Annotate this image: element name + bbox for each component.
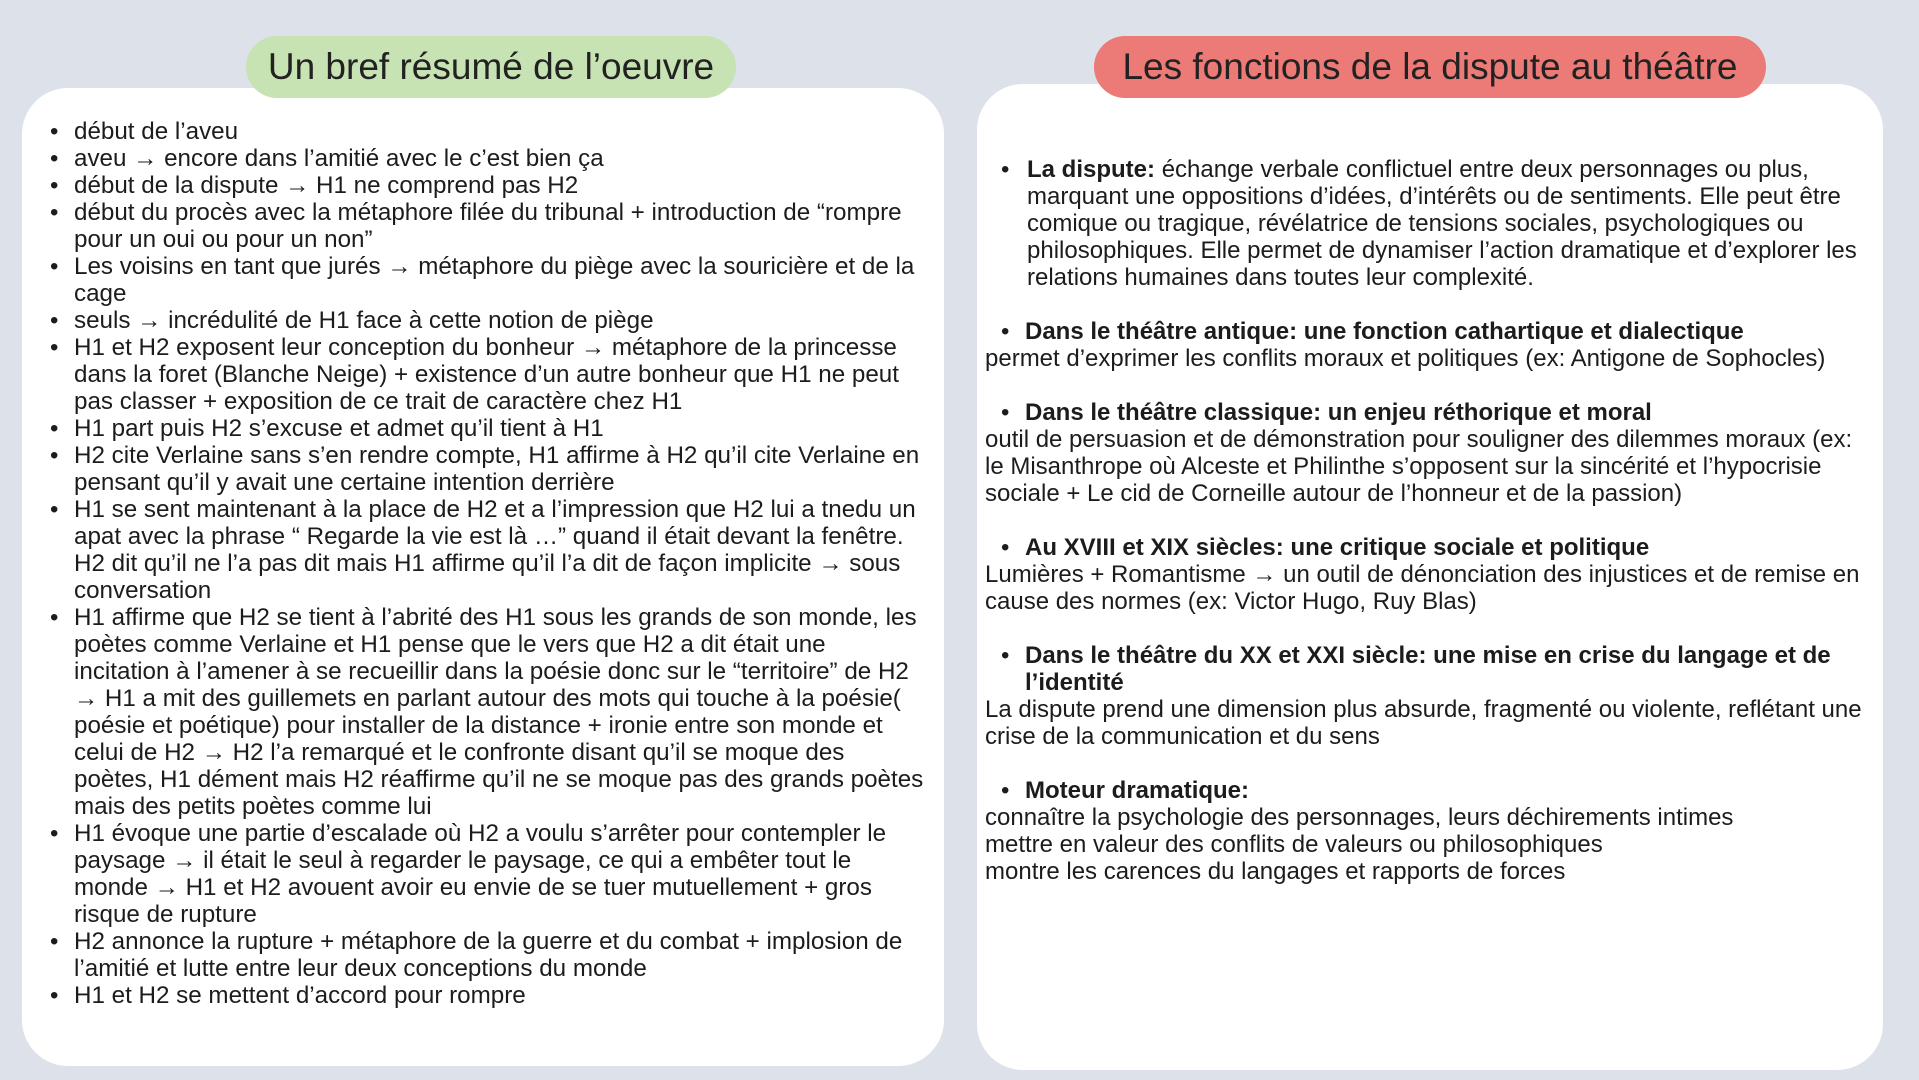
list-item: • H1 part puis H2 s’excuse et admet qu’il tient à H1 bbox=[74, 415, 924, 442]
dispute-functions-panel bbox=[977, 84, 1883, 1070]
list-item: • H1 évoque une partie d’escalade où H2 a voulu s’arrêter pour contempler le paysage → il était le seul à regarder le paysage, ce qui a embêter tout le monde → H1 et H2 avouent avoir eu envie de se tuer mutuellement + gros risque de rupture bbox=[74, 820, 924, 928]
section-body bbox=[985, 804, 1863, 885]
definition-term: La dispute: bbox=[1027, 156, 1156, 183]
dispute-functions-title: Les fonctions de la dispute au théâtre bbox=[1094, 36, 1766, 98]
section-classique bbox=[985, 399, 1863, 507]
section-antique bbox=[985, 318, 1863, 372]
section-moteur bbox=[985, 777, 1863, 885]
list-item: • début du procès avec la métaphore filée du tribunal + introduction de “rompre pour un oui ou pour un non” bbox=[74, 199, 924, 253]
section-xx-xxi bbox=[985, 642, 1863, 750]
section-body bbox=[985, 345, 1863, 372]
section-line: connaître la psychologie des personnages, leurs déchirements intimes bbox=[985, 804, 1734, 831]
section-line: outil de persuasion et de démonstration pour souligner des dilemmes moraux (ex: le Misanthrope où Alceste et Philinthe s’opposent sur la sincérité et l’hypocrisie sociale + Le cid de Corneille autour de l’honneur et de la passion) bbox=[985, 426, 1853, 507]
list-item: • aveu → encore dans l’amitié avec le c’est bien ça bbox=[74, 145, 924, 172]
section-line: montre les carences du langages et rapports de forces bbox=[985, 858, 1566, 885]
section-body bbox=[985, 696, 1863, 750]
section-body bbox=[985, 561, 1863, 615]
list-item: • Les voisins en tant que jurés → métaphore du piège avec la souricière et de la cage bbox=[74, 253, 924, 307]
summary-panel bbox=[22, 88, 944, 1066]
list-item: • H1 affirme que H2 se tient à l’abrité des H1 sous les grands de son monde, les poètes comme Verlaine et H1 pense que le vers que H2 a dit était une incitation à l’amener à se recueillir dans la poésie donc sur le “territoire” de H2 → H1 a mit des guillemets en parlant autour des mots qui touche à la poésie( poésie et poétique) pour installer de la distance + ironie entre son monde et celui de H2 → H2 l’a remarqué et le confronte disant qu’il se moque des poètes, H1 dément mais H2 réaffirme qu’il ne se moque pas des grands poètes mais des petits poètes comme lui bbox=[74, 604, 924, 820]
summary-title: Un bref résumé de l’oeuvre bbox=[246, 36, 736, 98]
section-heading: • Dans le théâtre classique: un enjeu réthorique et moral bbox=[985, 399, 1863, 426]
section-heading: • Au XVIII et XIX siècles: une critique sociale et politique bbox=[985, 534, 1863, 561]
section-xviii-xix bbox=[985, 534, 1863, 615]
section-line: permet d’exprimer les conflits moraux et politiques (ex: Antigone de Sophocles) bbox=[985, 345, 1826, 372]
section-body bbox=[985, 426, 1863, 507]
list-item: • H1 se sent maintenant à la place de H2 et a l’impression que H2 lui a tnedu un apat avec la phrase “ Regarde la vie est là …” quand il était devant la fenêtre. H2 dit qu’il ne l’a pas dit mais H1 affirme qu’il l’a dit de façon implicite → sous conversation bbox=[74, 496, 924, 604]
section-line: mettre en valeur des conflits de valeurs ou philosophiques bbox=[985, 831, 1603, 858]
definition-block bbox=[985, 156, 1863, 291]
list-item: • début de la dispute → H1 ne comprend pas H2 bbox=[74, 172, 924, 199]
section-heading: • Dans le théâtre antique: une fonction cathartique et dialectique bbox=[985, 318, 1863, 345]
list-item: • H1 et H2 se mettent d’accord pour rompre bbox=[74, 982, 924, 1009]
section-heading: • Dans le théâtre du XX et XXI siècle: une mise en crise du langage et de l’identité bbox=[985, 642, 1863, 696]
list-item: • H1 et H2 exposent leur conception du bonheur → métaphore de la princesse dans la foret (Blanche Neige) + existence d’un autre bonheur que H1 ne peut pas classer + exposition de ce trait de caractère chez H1 bbox=[74, 334, 924, 415]
summary-list bbox=[50, 118, 924, 1009]
list-item: • début de l’aveu bbox=[74, 118, 924, 145]
list-item: • seuls → incrédulité de H1 face à cette notion de piège bbox=[74, 307, 924, 334]
definition-text: échange verbale conflictuel entre deux personnages ou plus, marquant une oppositions d’idées, d’intérêts ou de sentiments. Elle peut être comique ou tragique, révélatrice de tensions sociales, psychologiques ou philosophiques. Elle permet de dynamiser l’action dramatique et d’explorer les relations humaines dans toutes leur complexité. bbox=[1027, 156, 1857, 291]
list-item: • H2 annonce la rupture + métaphore de la guerre et du combat + implosion de l’amitié et lutte entre leur deux conceptions du monde bbox=[74, 928, 924, 982]
section-heading: • Moteur dramatique: bbox=[985, 777, 1863, 804]
section-line: Lumières + Romantisme → un outil de dénonciation des injustices et de remise en cause des normes (ex: Victor Hugo, Ruy Blas) bbox=[985, 561, 1860, 615]
list-item: • H2 cite Verlaine sans s’en rendre compte, H1 affirme à H2 qu’il cite Verlaine en pensant qu’il y avait une certaine intention derrière bbox=[74, 442, 924, 496]
section-line: La dispute prend une dimension plus absurde, fragmenté ou violente, reflétant une crise de la communication et du sens bbox=[985, 696, 1862, 750]
